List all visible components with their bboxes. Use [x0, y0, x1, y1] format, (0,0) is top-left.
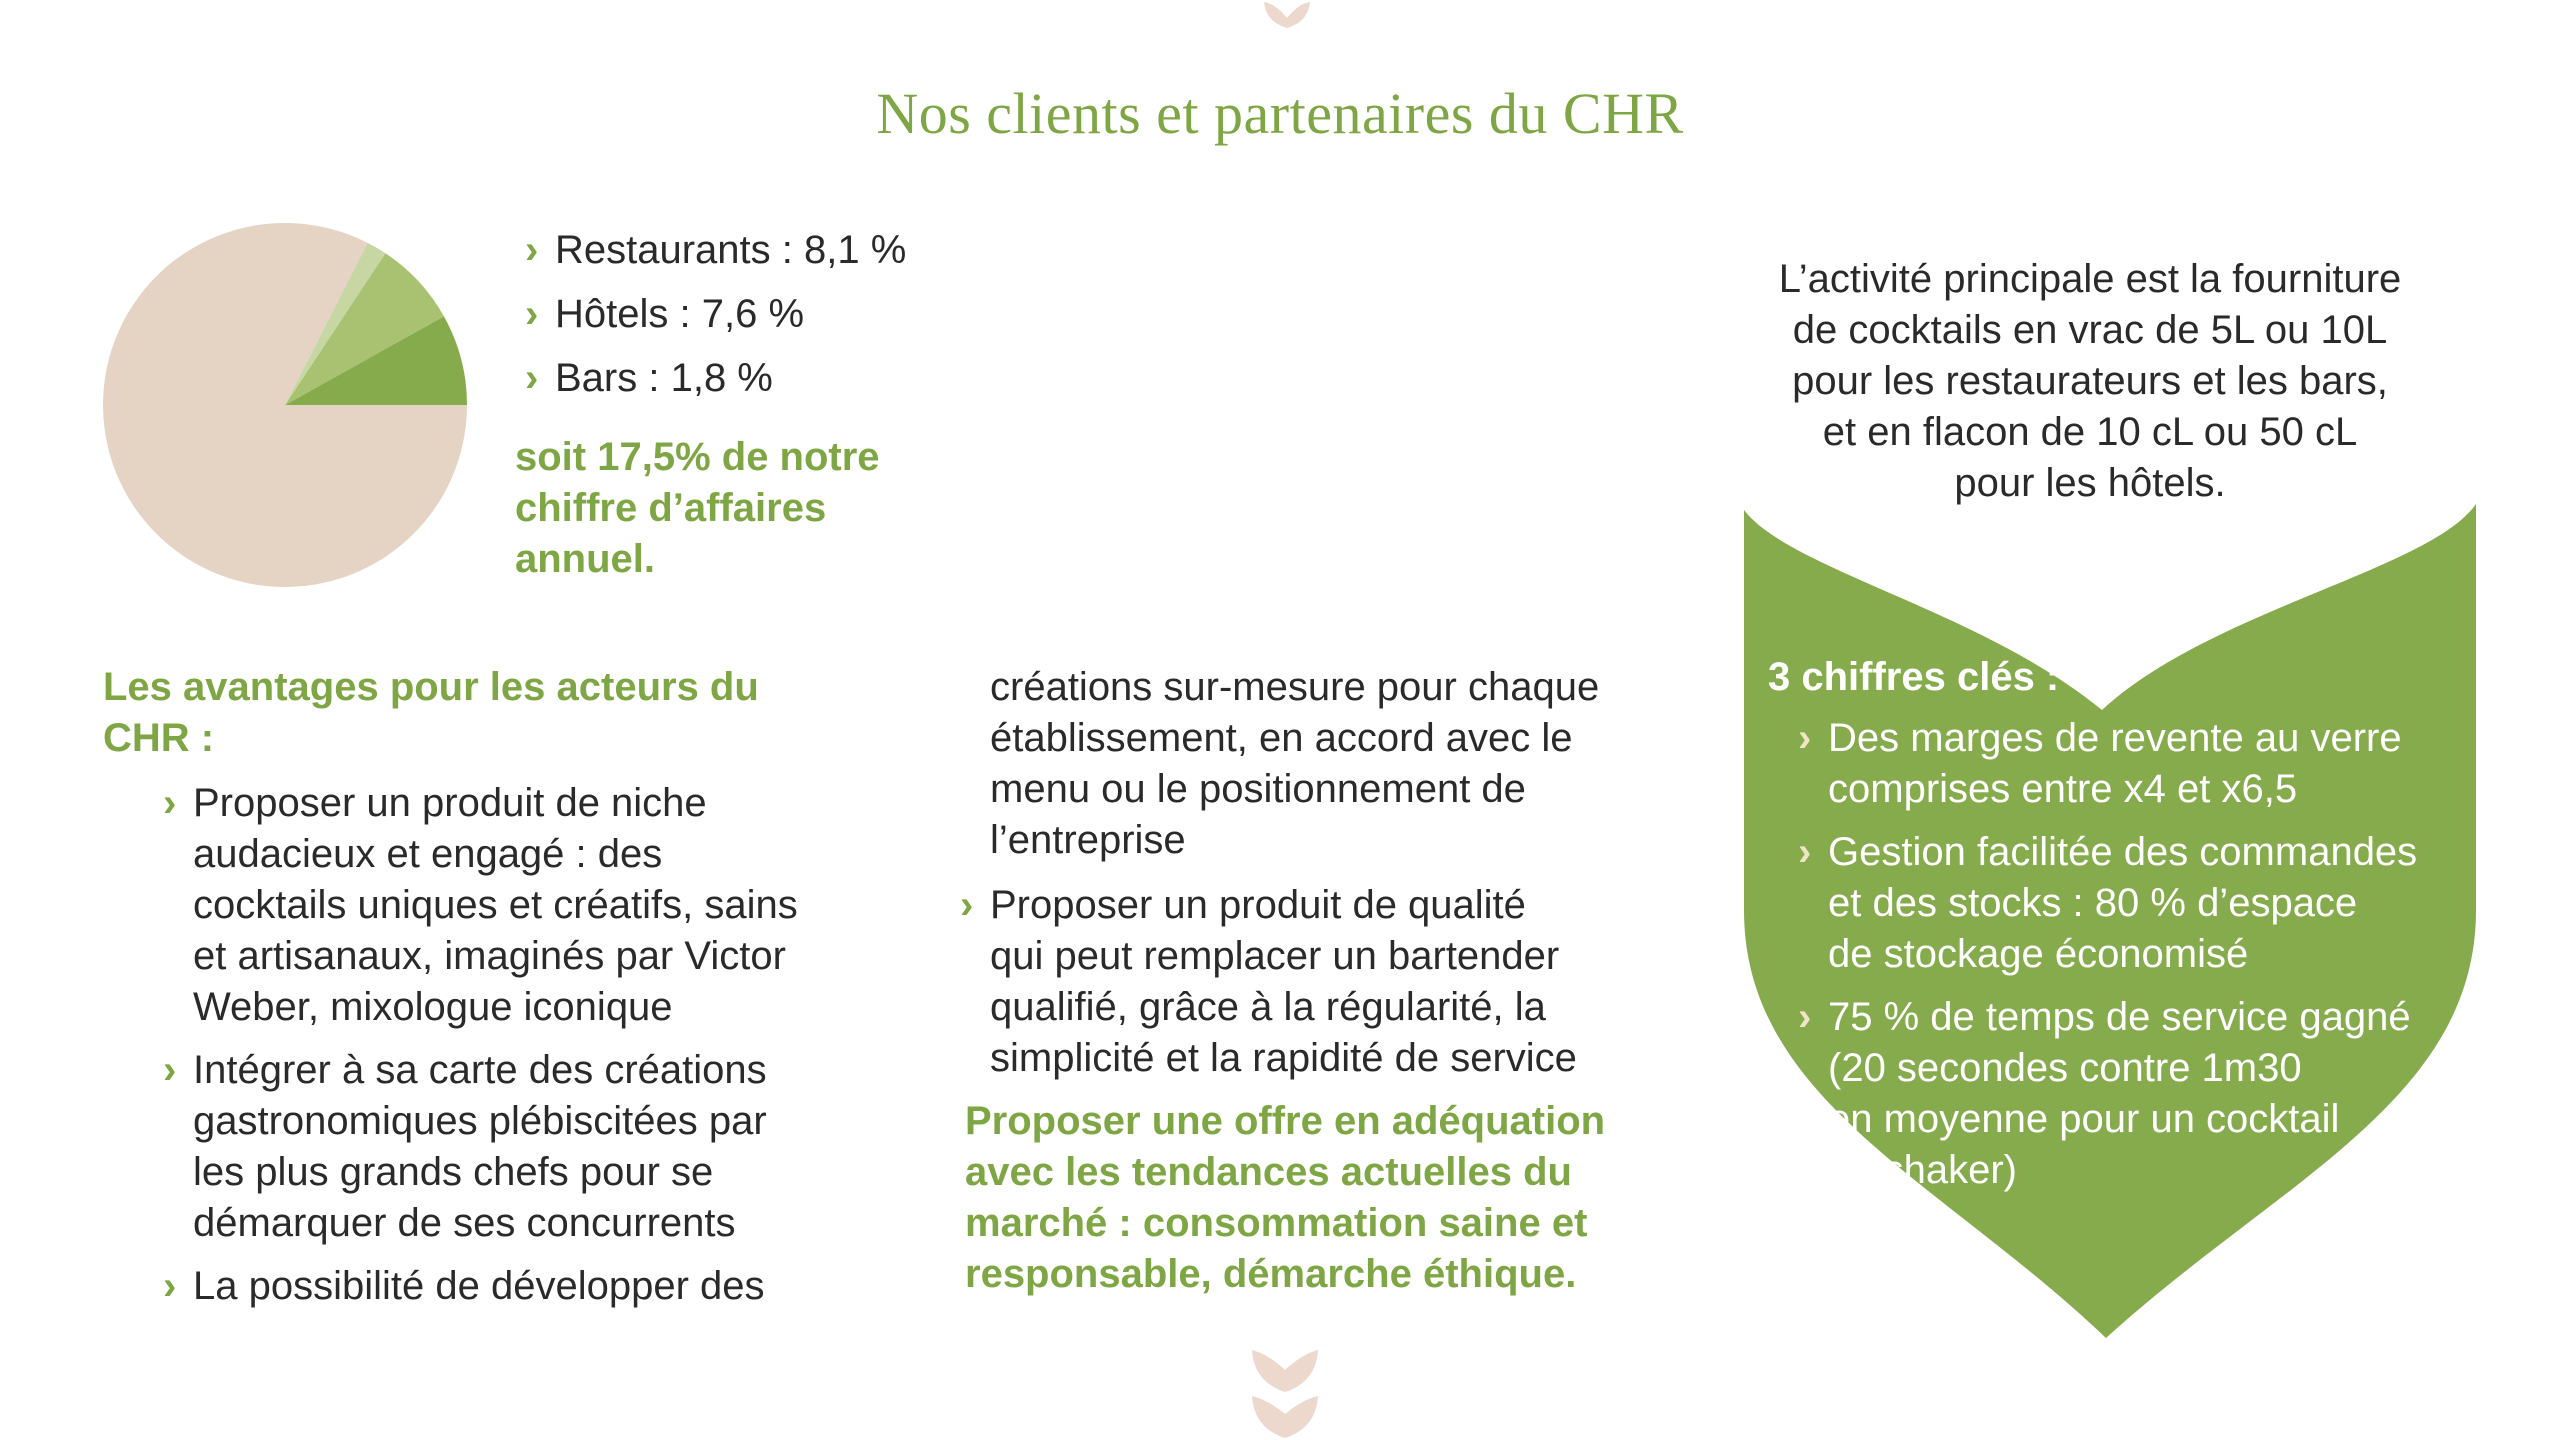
list-item: › Des marges de revente au verre comprises entre x4 et x6,5 [1828, 713, 2468, 815]
top-leaf-ornament [1262, 0, 1312, 30]
list-item: › 75 % de temps de service gagné (20 secondes contre 1m30 en moyenne pour un cocktail au shaker) [1828, 992, 2468, 1196]
legend-item-restaurants: › Restaurants : 8,1 % [525, 218, 906, 282]
bullet-icon: › [163, 1048, 177, 1092]
bullet-icon: › [960, 883, 974, 927]
bullet-icon: › [1798, 830, 1812, 874]
revenue-summary: soit 17,5% de notre chiffre d’affaires annuel. [515, 435, 880, 581]
key-figures-heading: 3 chiffres clés : [1768, 655, 2060, 699]
page-title: Nos clients et partenaires du CHR [876, 81, 1684, 146]
advantages-list [163, 778, 963, 1312]
quality-item [960, 880, 1690, 1084]
offer-statement: Proposer une offre en adéquation avec les tendances actuelles du marché : consommation saine et responsable, démarche éthique. [965, 1099, 1606, 1296]
bullet-icon: › [525, 356, 539, 400]
key-figures [1768, 652, 2468, 1196]
legend-item-bars: › Bars : 1,8 % [525, 346, 906, 410]
legend-item-hotels: › Hôtels : 7,6 % [525, 282, 906, 346]
bullet-icon: › [525, 228, 539, 272]
bottom-leaf-ornament [1250, 1348, 1320, 1440]
bullet-icon: › [1798, 995, 1812, 1039]
list-item: › La possibilité de développer des [193, 1261, 963, 1312]
advantages-heading: Les avantages pour les acteurs du CHR : [103, 665, 759, 760]
bullet-icon: › [163, 781, 177, 825]
list-item: › Proposer un produit de niche audacieux et engagé : des cocktails uniques et créatifs, sains et artisanaux, imaginés par Victor Weber, mixologue iconique [193, 778, 963, 1033]
bullet-icon: › [1798, 716, 1812, 760]
list-item: › Gestion facilitée des commandes et des stocks : 80 % d’espace de stockage économisé [1828, 827, 2468, 980]
list-item: › Proposer un produit de qualité qui peut remplacer un bartender qualifié, grâce à la régularité, la simplicité et la rapidité de service [990, 880, 1690, 1084]
advantages-continuation: créations sur-mesure pour chaque établissement, en accord avec le menu ou le positionnement de l’entreprise [990, 665, 1600, 862]
pie-chart [100, 220, 470, 590]
bullet-icon: › [525, 292, 539, 336]
bullet-icon: › [163, 1264, 177, 1308]
activity-description: L’activité principale est la fourniture de cocktails en vrac de 5L ou 10L pour les restaurateurs et les bars, et en flacon de 10 cL ou 50 cL pour les hôtels. [1778, 257, 2402, 505]
pie-legend [525, 218, 906, 410]
list-item: › Intégrer à sa carte des créations gastronomiques plébiscitées par les plus grands chefs pour se démarquer de ses concurrents [193, 1045, 963, 1249]
